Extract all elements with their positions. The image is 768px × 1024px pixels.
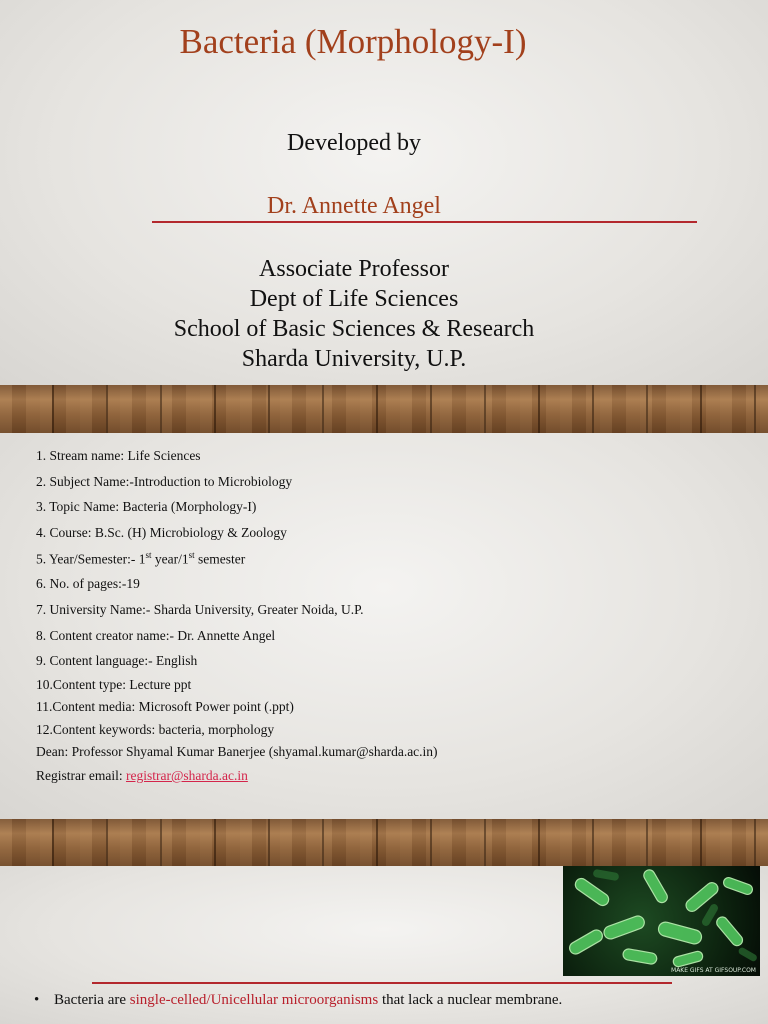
list-item: 9. Content language:- English xyxy=(36,653,198,668)
list-item: 4. Course: B.Sc. (H) Microbiology & Zoology xyxy=(36,525,287,540)
year-prefix: 5. Year/Semester:- 1 xyxy=(36,551,146,567)
registrar-label: Registrar email: xyxy=(36,768,126,783)
list-item: Dean: Professor Shyamal Kumar Banerjee (shyamal.kumar@sharda.ac.in) xyxy=(36,744,438,759)
list-item: 11.Content media: Microsoft Power point (.ppt) xyxy=(36,699,294,714)
author-name: Dr. Annette Angel xyxy=(267,193,441,219)
affiliation-department: Dept of Life Sciences xyxy=(249,286,459,312)
bullet-point xyxy=(34,992,754,1009)
bullet-symbol: • xyxy=(34,992,40,1008)
bacteria-image xyxy=(563,866,760,976)
bullet-text-end: that lack a nuclear membrane. xyxy=(378,992,563,1008)
bullet-text-start: Bacteria are xyxy=(54,992,130,1008)
list-item: 6. No. of pages:-19 xyxy=(36,576,140,591)
affiliation-school: School of Basic Sciences & Research xyxy=(173,316,535,342)
developed-by-label: Developed by xyxy=(287,130,421,156)
divider-line xyxy=(92,982,672,984)
registrar-row xyxy=(36,768,248,784)
title-slide xyxy=(0,0,768,385)
wood-floor-divider xyxy=(0,385,768,433)
slide-title: Bacteria (Morphology-I) xyxy=(179,22,527,61)
list-item: 12.Content keywords: bacteria, morphology xyxy=(36,722,275,737)
affiliation-university: Sharda University, U.P. xyxy=(241,346,467,372)
wood-floor-divider xyxy=(0,819,768,867)
list-item: 7. University Name:- Sharda University, Greater Noida, U.P. xyxy=(36,602,364,617)
metadata-slide xyxy=(0,433,768,819)
list-item: 3. Topic Name: Bacteria (Morphology-I) xyxy=(36,499,257,514)
year-superscript: st xyxy=(145,550,152,560)
registrar-email-link[interactable]: registrar@sharda.ac.in xyxy=(125,768,248,783)
affiliation-position: Associate Professor xyxy=(259,256,449,282)
year-mid: year/1 xyxy=(151,551,189,567)
list-item: 2. Subject Name:-Introduction to Microbiology xyxy=(36,474,293,489)
affiliation-block xyxy=(0,254,708,374)
list-item: 10.Content type: Lecture ppt xyxy=(36,677,192,692)
list-item-year-semester xyxy=(36,550,245,568)
list-item: 1. Stream name: Life Sciences xyxy=(36,448,201,463)
divider-line xyxy=(152,221,697,223)
year-suffix: semester xyxy=(194,551,246,567)
semester-superscript: st xyxy=(188,550,195,560)
bacteria-illustration xyxy=(563,866,760,976)
image-watermark: MAKE GIFS AT GIFSOUP.COM xyxy=(671,967,756,974)
bullet-highlight: single-celled/Unicellular microorganisms xyxy=(129,992,379,1008)
list-item: 8. Content creator name:- Dr. Annette Angel xyxy=(36,628,276,643)
